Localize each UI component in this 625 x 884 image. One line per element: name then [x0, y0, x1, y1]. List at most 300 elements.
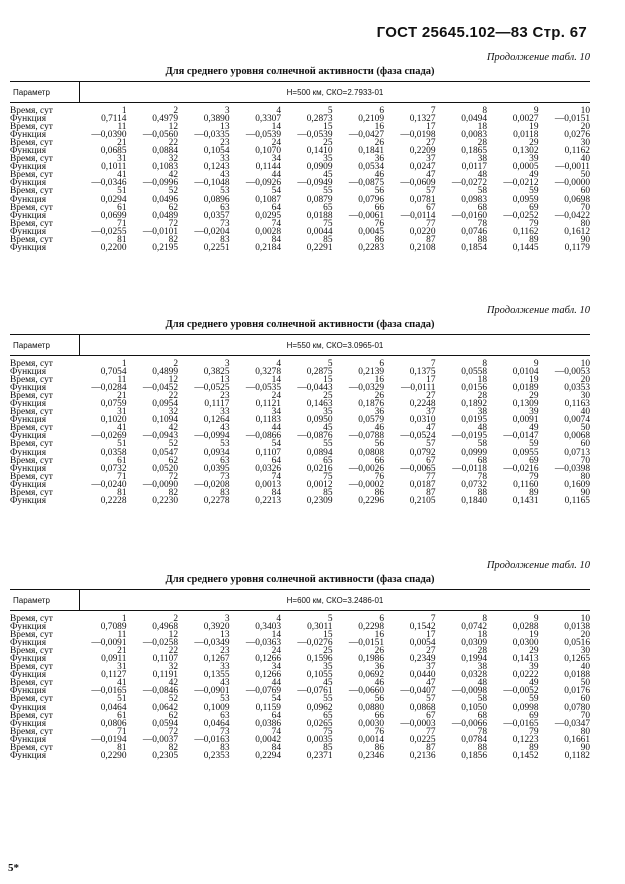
day-cell: 41	[117, 423, 127, 434]
day-cell: 25	[323, 646, 333, 657]
value-cell: 0,1596	[306, 654, 333, 665]
day-cell: 43	[220, 170, 230, 181]
day-cell: 3	[224, 614, 230, 624]
day-cell: 19	[529, 375, 539, 386]
day-cell: 58	[477, 186, 487, 197]
time-label: Время, сут	[10, 439, 53, 450]
value-cell: 0,1986	[358, 654, 384, 665]
day-cell: 90	[580, 487, 590, 498]
value-cell: —0,0000	[554, 178, 590, 189]
value-cell: 0,0295	[255, 210, 281, 221]
day-cell: 31	[117, 407, 127, 418]
function-row	[10, 481, 590, 489]
day-cell: 74	[271, 726, 281, 737]
function-row	[10, 449, 590, 457]
value-cell: 0,1413	[512, 654, 539, 665]
value-cell: 0,0276	[564, 130, 590, 141]
day-cell: 74	[271, 218, 281, 229]
value-cell: 0,0579	[358, 415, 384, 426]
day-cell: 82	[168, 234, 178, 245]
day-cell: 66	[374, 202, 384, 213]
day-cell: 17	[426, 122, 436, 133]
table-body	[10, 360, 590, 505]
day-cell: 42	[168, 678, 178, 689]
time-label: Время, сут	[10, 218, 53, 229]
value-cell: 0,0962	[306, 702, 333, 713]
function-row	[10, 179, 590, 187]
day-cell: 36	[374, 407, 384, 418]
day-cell: 28	[477, 138, 487, 149]
value-cell: 0,0713	[564, 447, 590, 458]
altitude-header: H=600 км, СКО=3.2486-01	[286, 595, 384, 605]
day-cell: 68	[477, 710, 487, 721]
value-cell: —0,0090	[142, 479, 178, 490]
value-cell: —0,0427	[348, 130, 384, 141]
day-cell: 63	[220, 455, 230, 466]
value-cell: 0,0732	[100, 463, 127, 474]
day-cell: 54	[271, 439, 281, 450]
value-cell: 0,0558	[461, 367, 487, 378]
day-cell: 51	[117, 186, 127, 197]
value-cell: 0,0464	[100, 702, 127, 713]
function-label: Функция	[10, 431, 47, 442]
value-cell: 0,1265	[564, 654, 590, 665]
day-cell: 52	[168, 186, 178, 197]
day-cell: 1	[121, 359, 127, 369]
value-cell: 0,0187	[409, 479, 436, 490]
time-row	[10, 663, 590, 671]
time-row	[10, 155, 590, 163]
day-cell: 10	[580, 359, 590, 369]
time-row	[10, 695, 590, 703]
value-cell: —0,0443	[297, 383, 333, 394]
day-cell: 18	[477, 630, 487, 641]
day-cell: 41	[117, 678, 127, 689]
day-cell: 12	[168, 630, 178, 641]
value-cell: 0,2228	[100, 495, 127, 506]
table-body	[10, 107, 590, 252]
value-cell: —0,0091	[91, 638, 127, 649]
day-cell: 69	[529, 710, 539, 721]
day-cell: 10	[580, 106, 590, 116]
value-cell: 0,0983	[461, 194, 487, 205]
value-cell: 0,0494	[461, 114, 487, 125]
day-cell: 69	[529, 202, 539, 213]
day-cell: 83	[220, 234, 230, 245]
value-cell: 0,0220	[409, 226, 436, 237]
value-cell: 0,1070	[255, 146, 281, 157]
value-cell: 0,0880	[358, 702, 384, 713]
day-cell: 61	[117, 455, 127, 466]
value-cell: —0,0165	[503, 718, 539, 729]
day-cell: 75	[323, 726, 333, 737]
day-cell: 73	[220, 471, 230, 482]
function-row	[10, 212, 590, 220]
value-cell: 0,2105	[409, 495, 436, 506]
value-cell: 0,0464	[203, 718, 230, 729]
day-cell: 1	[121, 614, 127, 624]
day-cell: 49	[529, 170, 539, 181]
value-cell: —0,0053	[554, 367, 590, 378]
function-label: Функция	[10, 718, 47, 729]
day-cell: 79	[529, 218, 539, 229]
day-cell: 84	[271, 234, 281, 245]
value-cell: 0,4968	[152, 622, 178, 633]
day-cell: 71	[117, 471, 127, 482]
day-cell: 41	[117, 170, 127, 181]
value-cell: —0,0026	[348, 463, 384, 474]
day-cell: 2	[173, 106, 178, 116]
time-row	[10, 744, 590, 752]
time-label: Время, сут	[10, 646, 53, 657]
day-cell: 21	[117, 646, 127, 657]
day-cell: 11	[117, 122, 127, 133]
value-cell: 0,1009	[203, 702, 230, 713]
value-cell: 0,2200	[100, 242, 127, 253]
day-cell: 8	[482, 359, 487, 369]
value-cell: 0,1542	[409, 622, 436, 633]
day-cell: 17	[426, 630, 436, 641]
time-row	[10, 440, 590, 448]
day-cell: 6	[379, 359, 384, 369]
function-label: Функция	[10, 399, 47, 410]
value-cell: 0,7089	[100, 622, 127, 633]
day-cell: 33	[220, 154, 230, 165]
value-cell: 0,0189	[512, 383, 539, 394]
day-cell: 47	[426, 423, 436, 434]
function-label: Функция	[10, 415, 47, 426]
day-cell: 36	[374, 154, 384, 165]
day-cell: 67	[426, 455, 436, 466]
value-cell: 0,1055	[306, 670, 333, 681]
function-label: Функция	[10, 750, 47, 761]
day-cell: 30	[580, 138, 590, 149]
time-label: Время, сут	[10, 694, 53, 705]
day-cell: 55	[323, 439, 333, 450]
function-label: Функция	[10, 654, 47, 665]
value-cell: 0,1609	[564, 479, 590, 490]
day-cell: 34	[271, 154, 281, 165]
value-cell: 0,0222	[512, 670, 539, 681]
time-row	[10, 107, 590, 115]
time-label: Время, сут	[10, 375, 53, 386]
day-cell: 69	[529, 455, 539, 466]
value-cell: 0,1107	[255, 447, 281, 458]
day-cell: 4	[276, 106, 281, 116]
day-cell: 28	[477, 391, 487, 402]
day-cell: 5	[327, 106, 333, 116]
day-cell: 31	[117, 662, 127, 673]
function-row	[10, 196, 590, 204]
day-cell: 65	[323, 202, 333, 213]
value-cell: 0,0884	[152, 146, 178, 157]
day-cell: 16	[374, 375, 384, 386]
value-cell: —0,0037	[142, 734, 178, 745]
day-cell: 78	[477, 726, 487, 737]
day-cell: 38	[477, 407, 487, 418]
parameter-header: Параметр	[10, 82, 80, 102]
page-header: ГОСТ 25645.102—83 Стр. 67	[376, 24, 587, 41]
time-label: Время, сут	[10, 614, 53, 624]
value-cell: 0,2346	[358, 750, 384, 761]
value-cell: 0,2109	[358, 114, 384, 125]
day-cell: 86	[374, 487, 384, 498]
value-cell: 0,1375	[409, 367, 436, 378]
function-label: Функция	[10, 194, 47, 205]
day-cell: 75	[323, 471, 333, 482]
day-cell: 13	[220, 375, 230, 386]
value-cell: —0,0347	[554, 718, 590, 729]
parameter-header: Параметр	[10, 590, 80, 610]
day-cell: 34	[271, 407, 281, 418]
day-cell: 5	[327, 614, 333, 624]
day-cell: 68	[477, 202, 487, 213]
day-cell: 30	[580, 391, 590, 402]
day-cell: 70	[580, 710, 590, 721]
day-cell: 21	[117, 138, 127, 149]
value-cell: 0,0516	[564, 638, 590, 649]
value-cell: —0,0761	[297, 686, 333, 697]
day-cell: 17	[426, 375, 436, 386]
day-cell: 14	[271, 375, 281, 386]
table-header	[10, 334, 590, 356]
value-cell: —0,0363	[245, 638, 281, 649]
value-cell: 0,1445	[512, 242, 539, 253]
value-cell: —0,0525	[194, 383, 230, 394]
table-header	[10, 81, 590, 103]
value-cell: 0,1121	[255, 399, 281, 410]
value-cell: 0,0395	[203, 463, 230, 474]
day-cell: 62	[168, 710, 178, 721]
value-cell: 0,0176	[564, 686, 590, 697]
day-cell: 75	[323, 218, 333, 229]
function-row	[10, 465, 590, 473]
day-cell: 65	[323, 455, 333, 466]
day-cell: 11	[117, 630, 127, 641]
value-cell: 0,1431	[512, 495, 539, 506]
section-title: Для среднего уровня солнечной активности (фаза спада)	[165, 319, 435, 330]
day-cell: 57	[426, 439, 436, 450]
day-cell: 25	[323, 391, 333, 402]
function-row	[10, 720, 590, 728]
day-cell: 79	[529, 471, 539, 482]
value-cell: 0,0594	[152, 718, 178, 729]
value-cell: —0,0195	[451, 431, 487, 442]
day-cell: 12	[168, 375, 178, 386]
value-cell: 0,1410	[306, 146, 333, 157]
day-cell: 86	[374, 234, 384, 245]
value-cell: 0,1266	[255, 670, 281, 681]
day-cell: 18	[477, 122, 487, 133]
day-cell: 44	[271, 678, 281, 689]
day-cell: 29	[529, 646, 539, 657]
value-cell: 0,1327	[409, 114, 436, 125]
value-cell: 0,0759	[100, 399, 127, 410]
value-cell: 0,1117	[204, 399, 230, 410]
table-continuation-note: Продолжение табл. 10	[486, 305, 590, 316]
day-cell: 68	[477, 455, 487, 466]
time-label: Время, сут	[10, 455, 53, 466]
day-cell: 64	[271, 202, 281, 213]
day-cell: 24	[271, 138, 281, 149]
value-cell: —0,0258	[142, 638, 178, 649]
time-row	[10, 360, 590, 368]
function-row	[10, 704, 590, 712]
value-cell: 0,1050	[461, 702, 487, 713]
day-cell: 39	[529, 154, 539, 165]
day-cell: 26	[374, 391, 384, 402]
function-label: Функция	[10, 495, 47, 506]
value-cell: 0,1267	[203, 654, 230, 665]
day-cell: 31	[117, 154, 127, 165]
time-row	[10, 408, 590, 416]
value-cell: —0,0252	[503, 210, 539, 221]
day-cell: 85	[323, 487, 333, 498]
value-cell: 0,4979	[152, 114, 178, 125]
value-cell: 0,0496	[152, 194, 178, 205]
value-cell: 0,0030	[358, 718, 384, 729]
time-label: Время, сут	[10, 710, 53, 721]
day-cell: 87	[426, 742, 436, 753]
value-cell: —0,0769	[245, 686, 281, 697]
function-row	[10, 368, 590, 376]
day-cell: 47	[426, 678, 436, 689]
function-row	[10, 736, 590, 744]
value-cell: 0,0294	[100, 194, 127, 205]
function-label: Функция	[10, 367, 47, 378]
day-cell: 23	[220, 391, 230, 402]
value-cell: —0,0198	[400, 130, 436, 141]
value-cell: —0,0114	[400, 210, 436, 221]
day-cell: 23	[220, 138, 230, 149]
value-cell: 0,0028	[255, 226, 281, 237]
day-cell: 57	[426, 186, 436, 197]
day-cell: 43	[220, 678, 230, 689]
day-cell: 66	[374, 455, 384, 466]
value-cell: 0,7114	[101, 114, 127, 125]
value-cell: 0,1876	[358, 399, 384, 410]
day-cell: 30	[580, 646, 590, 657]
value-cell: 0,0896	[203, 194, 230, 205]
value-cell: —0,0011	[555, 162, 590, 173]
function-row	[10, 639, 590, 647]
function-label: Функция	[10, 130, 47, 141]
value-cell: 0,1162	[513, 226, 539, 237]
day-cell: 58	[477, 694, 487, 705]
time-row	[10, 187, 590, 195]
day-cell: 18	[477, 375, 487, 386]
day-cell: 60	[580, 439, 590, 450]
day-cell: 59	[529, 439, 539, 450]
value-cell: 0,0934	[203, 447, 230, 458]
day-cell: 32	[168, 154, 178, 165]
function-row	[10, 655, 590, 663]
time-label: Время, сут	[10, 186, 53, 197]
day-cell: 13	[220, 122, 230, 133]
day-cell: 80	[580, 218, 590, 229]
value-cell: 0,1302	[512, 146, 539, 157]
value-cell: 0,0386	[255, 718, 281, 729]
time-label: Время, сут	[10, 662, 53, 673]
value-cell: 0,1182	[564, 750, 590, 761]
day-cell: 77	[426, 471, 436, 482]
value-cell: —0,0276	[297, 638, 333, 649]
day-cell: 72	[168, 726, 178, 737]
value-cell: —0,0052	[503, 686, 539, 697]
day-cell: 89	[529, 742, 539, 753]
value-cell: —0,0272	[451, 178, 487, 189]
day-cell: 27	[426, 391, 436, 402]
day-cell: 87	[426, 234, 436, 245]
day-cell: 47	[426, 170, 436, 181]
value-cell: 0,0265	[306, 718, 333, 729]
parameter-header: Параметр	[10, 335, 80, 355]
value-cell: 0,0547	[152, 447, 178, 458]
value-cell: 0,1087	[255, 194, 281, 205]
time-label: Время, сут	[10, 359, 53, 369]
value-cell: —0,0284	[91, 383, 127, 394]
day-cell: 46	[374, 423, 384, 434]
day-cell: 86	[374, 742, 384, 753]
value-cell: 0,1856	[461, 750, 487, 761]
day-cell: 3	[224, 106, 230, 116]
value-cell: —0,0240	[91, 479, 127, 490]
value-cell: 0,0074	[564, 415, 590, 426]
time-label: Время, сут	[10, 742, 53, 753]
day-cell: 43	[220, 423, 230, 434]
value-cell: 0,0742	[461, 622, 487, 633]
function-row	[10, 687, 590, 695]
value-cell: 0,1452	[512, 750, 539, 761]
function-row	[10, 416, 590, 424]
value-cell: 0,2136	[409, 750, 436, 761]
value-cell: 0,0328	[461, 670, 487, 681]
day-cell: 19	[529, 630, 539, 641]
day-cell: 21	[117, 391, 127, 402]
value-cell: 0,1179	[564, 242, 590, 253]
day-cell: 62	[168, 202, 178, 213]
value-cell: 0,2283	[358, 242, 384, 253]
day-cell: 56	[374, 694, 384, 705]
value-cell: 0,2108	[409, 242, 436, 253]
day-cell: 60	[580, 694, 590, 705]
value-cell: 0,2353	[203, 750, 230, 761]
value-cell: —0,0876	[297, 431, 333, 442]
function-label: Функция	[10, 670, 47, 681]
day-cell: 63	[220, 710, 230, 721]
day-cell: 79	[529, 726, 539, 737]
value-cell: 0,1144	[255, 162, 281, 173]
value-cell: 0,0534	[358, 162, 384, 173]
day-cell: 58	[477, 439, 487, 450]
day-cell: 55	[323, 694, 333, 705]
function-label: Функция	[10, 686, 47, 697]
value-cell: 0,0083	[461, 130, 487, 141]
day-cell: 35	[323, 407, 333, 418]
day-cell: 61	[117, 202, 127, 213]
function-label: Функция	[10, 114, 47, 125]
value-cell: 0,2195	[152, 242, 178, 253]
value-cell: 0,3403	[255, 622, 281, 633]
day-cell: 20	[580, 375, 590, 386]
value-cell: —0,0788	[348, 431, 384, 442]
table-continuation-note: Продолжение табл. 10	[486, 560, 590, 571]
day-cell: 14	[271, 630, 281, 641]
value-cell: 0,0520	[152, 463, 178, 474]
value-cell: 0,0796	[358, 194, 384, 205]
value-cell: 0,0692	[358, 670, 384, 681]
value-cell: —0,0003	[400, 718, 436, 729]
